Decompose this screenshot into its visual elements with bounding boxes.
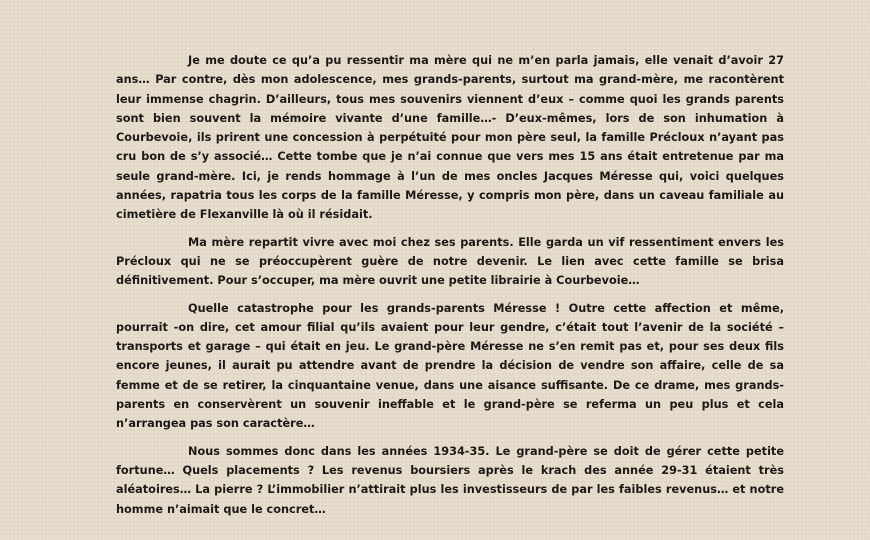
text-body xyxy=(116,51,784,519)
paragraph: Je me doute ce qu’a pu ressentir ma mère qui ne m’en parla jamais, elle venait d’avoir 27 ans… Par contre, dès mon adolescence, mes grands-parents, surtout ma grand-mère, me racontèrent leur immense chagrin. D’ailleurs, tous mes souvenirs viennent d’eux – comme quoi les grands parents sont bien souvent la mémoire vivante d’une famille…- D’eux-mêmes, lors de son inhumation à Courbevoie, ils prirent une concession à perpétuité pour mon père seul, la famille Précloux n’ayant pas cru bon de s’y associé… Cette tombe que je n’ai connue que vers mes 15 ans était entretenue par ma seule grand-mère. Ici, je rends hommage à l’un de mes oncles Jacques Méresse qui, voici quelques années, rapatria tous les corps de la famille Méresse, y compris mon père, dans un caveau familiale au cimetière de Flexanville là où il résidait. xyxy=(116,54,784,222)
paragraph: Nous sommes donc dans les années 1934-35. Le grand-père se doit de gérer cette petite fortune… Quels placements ? Les revenus boursiers après le krach des année 29-31 étaient très aléatoires… La pierre ? L’immobilier n’attirait plus les investisseurs de par les faibles revenus… et notre homme n’aimait que le concret… xyxy=(116,444,784,516)
paragraph: Quelle catastrophe pour les grands-parents Méresse ! Outre cette affection et même, pourrait -on dire, cet amour filial qu’ils avaient pour leur gendre, c’était tout l’avenir de la société – transports et garage – qui était en jeu. Le grand-père Méresse ne s’en remit pas et, pour ses deux fils encore jeunes, il aurait pu attendre avant de prendre la décision de vendre son affaire, celle de sa femme et de se retirer, la cinquantaine venue, dans une aisance suffisante. De ce drame, mes grands-parents en conservèrent un souvenir ineffable et le grand-père se referma un peu plus et cela n’arrangea pas son caractère… xyxy=(116,301,784,431)
paragraph: Ma mère repartit vivre avec moi chez ses parents. Elle garda un vif ressentiment envers les Précloux qui ne se préoccupèrent guère de notre devenir. Le lien avec cette famille se brisa définitivement. Pour s’occuper, ma mère ouvrit une petite librairie à Courbevoie… xyxy=(116,235,784,288)
